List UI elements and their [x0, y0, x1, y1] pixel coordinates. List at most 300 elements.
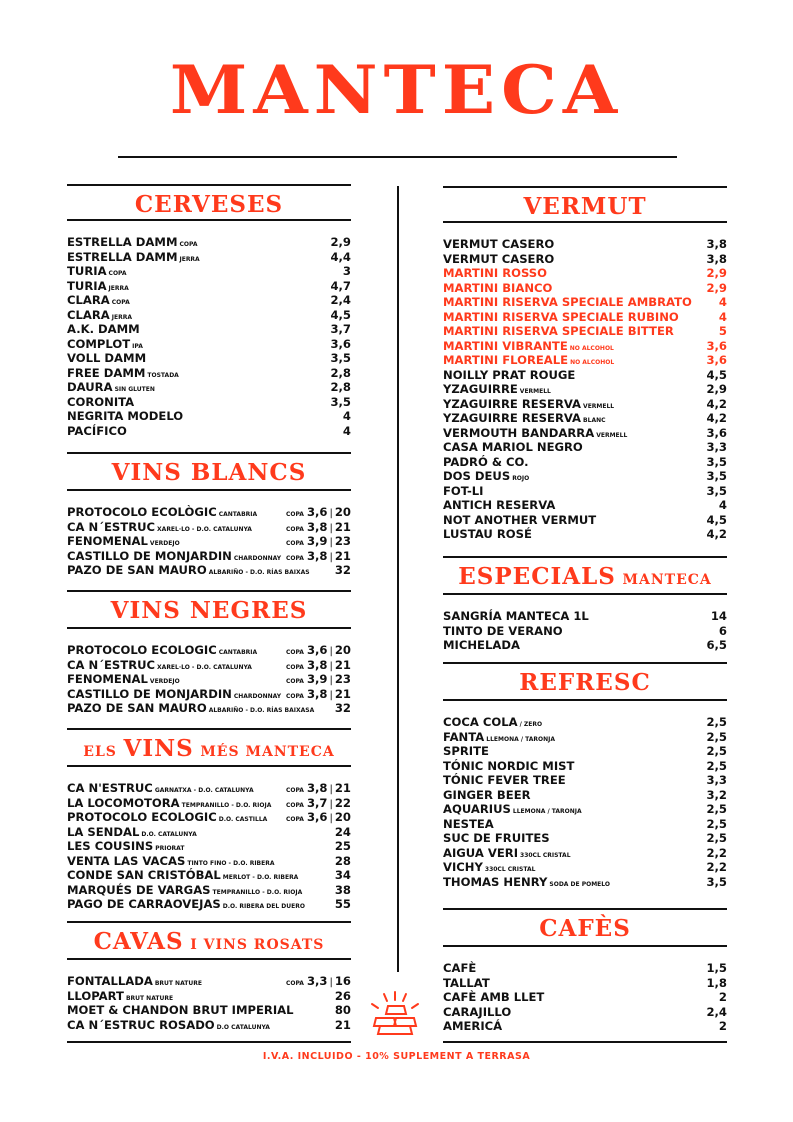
section-heading	[67, 735, 351, 765]
item-name-group	[443, 831, 550, 845]
heading-mes-manteca: MÉS MANTECA	[200, 744, 335, 760]
item-price: 3,6	[706, 353, 727, 367]
item-price: 2,8	[330, 380, 351, 394]
item-price: 2,5	[706, 715, 727, 729]
item-price-group	[711, 609, 727, 623]
menu-item	[443, 976, 727, 991]
item-name-group	[67, 989, 173, 1003]
item-name-group	[67, 781, 254, 795]
item-name-group	[443, 397, 614, 411]
item-price: 3,3	[706, 440, 727, 454]
item-price-group	[706, 846, 727, 860]
item-name-group	[67, 308, 132, 322]
item-price-group	[719, 498, 727, 512]
item-price-group	[706, 802, 727, 816]
item-name: MARTINI RISERVA SPECIALE BITTER	[443, 324, 674, 338]
item-price: 26	[334, 988, 351, 1003]
item-name-group	[67, 520, 252, 534]
item-detail: COPA	[108, 270, 127, 277]
section-vins-manteca	[67, 728, 351, 912]
price-separator: |	[329, 813, 333, 824]
item-name-group	[67, 351, 146, 365]
item-price: 2,5	[706, 831, 727, 845]
cavas-list	[67, 974, 351, 1032]
menu-item	[67, 1003, 351, 1018]
item-name: PROTOCOLO ECOLOGIC	[67, 643, 217, 657]
item-price: 2	[718, 990, 727, 1004]
item-price-group	[330, 337, 351, 351]
item-name: CA N´ESTRUC ROSADO	[67, 1017, 215, 1032]
item-price: 3,7	[330, 322, 351, 336]
item-price-group	[330, 380, 351, 394]
section-rule	[67, 489, 351, 491]
item-detail: JERRA	[179, 255, 200, 263]
menu-item	[67, 409, 351, 424]
item-name: PROTOCOLO ECOLOGIC	[67, 810, 217, 824]
copa-label: COPA	[285, 649, 304, 656]
section-rule	[443, 699, 727, 701]
item-name: A.K. DAMM	[67, 322, 140, 336]
item-price: 3,5	[706, 874, 727, 889]
item-name-group	[443, 961, 476, 975]
item-name: VERMUT CASERO	[443, 237, 555, 251]
item-name: NESTEA	[443, 816, 494, 831]
heading-vins-rosats: I VINS ROSATS	[190, 937, 325, 953]
item-price-group	[335, 825, 351, 839]
item-name: ESTRELLA DAMM	[67, 235, 178, 249]
menu-item	[67, 643, 351, 658]
menu-item	[443, 339, 727, 354]
item-price: 23	[334, 672, 351, 686]
item-name: PROTOCOLO ECOLÒGIC	[67, 505, 217, 519]
item-price: 21	[334, 781, 351, 795]
item-price: 4,2	[706, 396, 727, 411]
item-name: MOET & CHANDON BRUT IMPERIAL	[67, 1003, 294, 1017]
menu-item	[67, 883, 351, 898]
item-detail: ROJO	[512, 475, 530, 482]
item-price-group	[706, 976, 727, 990]
item-price: 21	[334, 686, 351, 701]
item-price-group	[706, 339, 727, 353]
menu-item	[67, 380, 351, 395]
item-name: PAGO DE CARRAOVEJAS	[67, 897, 221, 911]
item-name: DAURA	[67, 380, 113, 394]
item-price: 34	[334, 868, 351, 882]
item-name: CLARA	[67, 307, 110, 322]
item-name: NOT ANOTHER VERMUT	[443, 512, 597, 527]
item-name: TÓNIC FEVER TREE	[443, 773, 566, 787]
menu-item	[67, 701, 351, 716]
price-separator: |	[329, 689, 333, 701]
item-detail: 330CL CRISTAL	[520, 851, 571, 859]
copa-label: COPA	[285, 663, 304, 671]
item-price: 4,2	[706, 527, 727, 541]
item-name-group	[67, 854, 275, 868]
item-price-group	[706, 397, 727, 411]
item-name-group	[67, 796, 271, 810]
item-price-group	[335, 1018, 351, 1032]
item-price-group	[706, 411, 727, 425]
item-name: CAFÈ AMB LLET	[443, 990, 545, 1004]
item-name: VERMUT CASERO	[443, 251, 555, 266]
item-name: SUC DE FRUITES	[443, 831, 550, 845]
item-name: LA SENDAL	[67, 824, 140, 839]
section-rule	[67, 590, 351, 592]
item-price: 32	[334, 701, 351, 715]
heading-vins-blancs: VINS BLANCS	[111, 459, 307, 486]
item-price: 24	[334, 824, 351, 839]
menu-item	[443, 802, 727, 817]
heading-cafes: CAFÈS	[539, 915, 631, 942]
item-price-group	[330, 351, 351, 365]
heading-els: ELS	[83, 744, 117, 760]
menu-item	[443, 788, 727, 803]
menu-item	[67, 687, 351, 702]
item-name-group	[443, 875, 610, 889]
menu-item	[67, 279, 351, 294]
item-detail: XAREL·LO - D.O. CATALUNYA	[157, 663, 252, 671]
item-price: 3,5	[706, 483, 727, 498]
menu-item	[443, 513, 727, 528]
item-price: 2,4	[706, 1004, 727, 1019]
section-heading	[67, 597, 351, 627]
item-price: 2,9	[706, 382, 727, 396]
item-detail: TEMPRANILLO - D.O. RIOJA	[181, 801, 272, 809]
item-price: 2,5	[706, 802, 727, 816]
item-name-group	[67, 563, 310, 577]
copa-label: COPA	[285, 980, 304, 987]
item-detail: D.O CATALUNYA	[216, 1023, 270, 1031]
item-price: 38	[334, 882, 351, 897]
item-price: 3,8	[706, 237, 727, 251]
item-name-group	[443, 990, 544, 1004]
item-name-group	[443, 411, 606, 425]
item-name-group	[443, 324, 674, 338]
item-price: 3,6	[706, 425, 727, 440]
section-heading	[67, 459, 351, 489]
heading-especials: ESPECIALS	[458, 563, 616, 590]
item-price-group	[330, 322, 351, 336]
item-price: 4	[718, 295, 727, 309]
copa-label: COPA	[285, 540, 304, 547]
item-name: MARTINI RISERVA SPECIALE AMBRATO	[443, 295, 692, 309]
item-price: 6,5	[706, 638, 727, 652]
copa-price: 3,8	[306, 657, 328, 672]
price-separator: |	[329, 977, 333, 988]
item-price-group	[330, 366, 351, 380]
item-name-group	[443, 382, 551, 396]
heading-refresc: REFRESC	[519, 669, 651, 696]
item-name-group	[443, 513, 596, 527]
menu-item	[443, 730, 727, 745]
item-price: 16	[334, 974, 351, 988]
item-detail: COPA	[179, 241, 198, 248]
item-price-group	[706, 817, 727, 831]
copa-price: 3,6	[306, 643, 328, 657]
item-name: ESTRELLA DAMM	[67, 249, 178, 264]
item-price: 2,2	[706, 860, 727, 874]
item-name: LLOPART	[67, 988, 124, 1003]
item-price: 2,5	[706, 729, 727, 744]
copa-price: 3,3	[306, 974, 328, 988]
item-detail: VERMELL	[519, 388, 551, 395]
item-price-group	[706, 788, 727, 802]
item-name-group	[67, 250, 200, 264]
item-price-group	[330, 279, 351, 293]
section-rule	[443, 221, 727, 223]
item-detail: ALBARIÑO - D.O. RÍAS BAIXASA	[208, 707, 315, 714]
section-heading	[443, 915, 727, 945]
item-detail: TOSTADA	[147, 371, 179, 379]
item-name-group	[443, 469, 529, 483]
price-separator: |	[329, 522, 333, 534]
item-price: 4,5	[330, 307, 351, 322]
item-name-group	[67, 658, 252, 672]
item-price: 4	[342, 409, 351, 423]
section-rule	[67, 921, 351, 923]
item-price-group	[706, 1005, 727, 1019]
item-name: VENTA LAS VACAS	[67, 853, 186, 868]
copa-label: COPA	[285, 801, 304, 809]
item-name: LES COUSINS	[67, 839, 154, 853]
item-price-group	[706, 281, 727, 295]
menu-item	[67, 658, 351, 673]
item-price-group	[343, 264, 351, 278]
item-name-group	[67, 883, 302, 897]
copa-label: COPA	[285, 554, 304, 562]
item-price-group	[286, 534, 351, 548]
item-detail: CANTABRIA	[218, 649, 258, 656]
item-price: 3,6	[706, 338, 727, 353]
item-price-group	[335, 897, 351, 911]
item-price-group	[343, 424, 351, 438]
item-name: NEGRITA MODELO	[67, 409, 184, 423]
item-detail: D.O. RIBERA DEL DUERO	[222, 903, 305, 910]
item-name: GINGER BEER	[443, 787, 531, 802]
item-name-group	[443, 860, 535, 874]
footer-note: I.V.A. INCLUIDO - 10% SUPLEMENT A TERRASA	[262, 1051, 531, 1062]
item-name-group	[67, 337, 143, 351]
item-name-group	[443, 498, 555, 512]
item-name-group	[67, 839, 184, 853]
item-name: VERMOUTH BANDARRA	[443, 425, 595, 440]
item-name: LA LOCOMOTORA	[67, 795, 180, 810]
item-price: 4	[718, 309, 727, 324]
item-price-group	[706, 961, 727, 975]
item-price-group	[330, 308, 351, 322]
menu-item	[67, 563, 351, 578]
section-especials	[443, 556, 727, 653]
item-price-group	[335, 989, 351, 1003]
item-name-group	[443, 802, 582, 816]
item-price: 1,5	[706, 961, 727, 975]
item-name-group	[67, 549, 281, 563]
menu-item	[67, 549, 351, 564]
item-name-group	[443, 237, 554, 251]
item-name: TINTO DE VERANO	[443, 623, 563, 638]
item-name: SANGRÍA MANTECA 1L	[443, 609, 589, 623]
item-name: MARTINI FLOREALE	[443, 353, 569, 367]
copa-price: 3,8	[306, 548, 328, 563]
item-name-group	[67, 810, 267, 824]
cafes-list	[443, 961, 727, 1034]
menu-item	[67, 505, 351, 520]
item-name: FOT-LI	[443, 483, 484, 498]
item-price-group	[286, 549, 351, 563]
copa-label: COPA	[285, 678, 304, 685]
item-name-group	[443, 266, 547, 280]
item-name-group	[443, 440, 583, 454]
item-price-group	[706, 527, 727, 541]
item-name-group	[443, 368, 575, 382]
section-rule	[67, 219, 351, 221]
item-price-group	[330, 235, 351, 249]
item-price-group	[706, 773, 727, 787]
item-name: AIGUA VERI	[443, 845, 519, 860]
section-vins-negres	[67, 590, 351, 716]
item-price-group	[706, 513, 727, 527]
item-name: MARTINI ROSSO	[443, 266, 548, 280]
menu-item	[443, 715, 727, 730]
item-price: 2,9	[706, 266, 727, 280]
item-price-group	[286, 505, 351, 519]
price-separator: |	[329, 784, 333, 795]
item-price-group	[335, 563, 351, 577]
item-name: MARQUÉS DE VARGAS	[67, 882, 211, 897]
item-name: CAFÈ	[443, 961, 477, 975]
menu-item	[67, 534, 351, 549]
item-price-group	[286, 658, 351, 672]
item-name: CA N´ESTRUC	[67, 519, 156, 534]
item-price: 4,5	[706, 367, 727, 382]
item-price: 3,6	[330, 336, 351, 351]
section-heading	[443, 563, 727, 593]
item-price-group	[330, 293, 351, 307]
item-price-group	[335, 1003, 351, 1017]
item-name-group	[67, 505, 257, 519]
section-rule	[67, 728, 351, 730]
item-price-group	[719, 295, 727, 309]
item-name: MARTINI RISERVA SPECIALE RUBINO	[443, 309, 679, 324]
item-price-group	[706, 426, 727, 440]
heading-cerveses: CERVESES	[134, 191, 284, 218]
copa-price: 3,6	[306, 505, 328, 519]
item-name-group	[67, 293, 130, 307]
item-detail: BRUT NATURE	[154, 980, 202, 987]
item-name-group	[443, 846, 571, 860]
section-rule	[443, 908, 727, 910]
price-separator: |	[329, 646, 333, 657]
menu-item	[443, 990, 727, 1005]
menu-item	[443, 310, 727, 325]
item-price: 2,4	[330, 293, 351, 307]
menu-item	[443, 773, 727, 788]
item-price: 20	[334, 643, 351, 657]
item-name-group	[443, 744, 489, 758]
item-name-group	[67, 897, 305, 911]
item-price: 20	[334, 505, 351, 519]
item-detail: ALBARIÑO - D.O. RÍAS BAIXAS	[208, 569, 310, 576]
item-name: COMPLOT	[67, 336, 131, 351]
item-price-group	[706, 831, 727, 845]
item-name: FANTA	[443, 729, 485, 744]
vins-manteca-list	[67, 781, 351, 912]
item-price: 3,2	[706, 787, 727, 802]
copa-price: 3,7	[306, 795, 328, 810]
item-name-group	[443, 715, 542, 729]
section-vins-blancs	[67, 452, 351, 578]
item-price: 25	[334, 839, 351, 853]
copa-price: 3,9	[306, 672, 328, 686]
item-name-group	[67, 534, 180, 548]
item-price-group	[706, 730, 727, 744]
item-detail: GARNATXA - D.O. CATALUNYA	[154, 787, 254, 794]
menu-item	[443, 498, 727, 513]
item-name-group	[67, 366, 179, 380]
item-detail: VERMELL	[596, 431, 628, 439]
menu-item	[67, 672, 351, 687]
menu-item	[443, 368, 727, 383]
copa-label: COPA	[285, 787, 304, 794]
item-price: 28	[334, 853, 351, 868]
item-price-group	[706, 484, 727, 498]
section-rule	[443, 556, 727, 558]
menu-item	[67, 854, 351, 869]
item-price: 2,9	[706, 280, 727, 295]
price-separator: |	[329, 798, 333, 810]
item-name: CA N'ESTRUC	[67, 781, 153, 795]
heading-manteca: MANTECA	[622, 572, 712, 588]
item-price: 22	[334, 795, 351, 810]
section-rule	[67, 452, 351, 454]
menu-item	[67, 825, 351, 840]
vins-negres-list	[67, 643, 351, 716]
item-name-group	[67, 825, 197, 839]
item-price: 21	[334, 548, 351, 563]
item-name: FONTALLADA	[67, 974, 153, 988]
menu-item	[443, 324, 727, 339]
menu-item	[67, 293, 351, 308]
item-name: THOMAS HENRY	[443, 874, 548, 889]
item-price: 3,5	[330, 394, 351, 409]
item-name-group	[67, 409, 183, 423]
item-name-group	[67, 235, 197, 249]
item-name-group	[443, 788, 531, 802]
item-name-group	[443, 353, 614, 367]
item-detail: MERLOT - D.O. RIBERA	[222, 874, 299, 881]
item-name: VICHY	[443, 860, 483, 874]
menu-item	[443, 817, 727, 832]
item-name: TALLAT	[443, 975, 490, 990]
menu-item	[67, 235, 351, 250]
section-rule	[443, 186, 727, 188]
item-price-group	[335, 883, 351, 897]
item-name: YZAGUIRRE RESERVA	[443, 411, 582, 425]
menu-item	[443, 382, 727, 397]
item-price-group	[335, 701, 351, 715]
item-name-group	[443, 295, 692, 309]
item-name: CA N´ESTRUC	[67, 657, 156, 672]
item-price-group	[286, 520, 351, 534]
item-name: DOS DEUS	[443, 469, 511, 483]
item-detail: NO ALCOHOL	[569, 344, 614, 352]
item-name-group	[443, 339, 614, 353]
item-price: 2,8	[330, 365, 351, 380]
menu-item	[443, 353, 727, 368]
item-name: CASA MARIOL NEGRO	[443, 440, 583, 454]
menu-item	[443, 295, 727, 310]
cerveses-list	[67, 235, 351, 438]
